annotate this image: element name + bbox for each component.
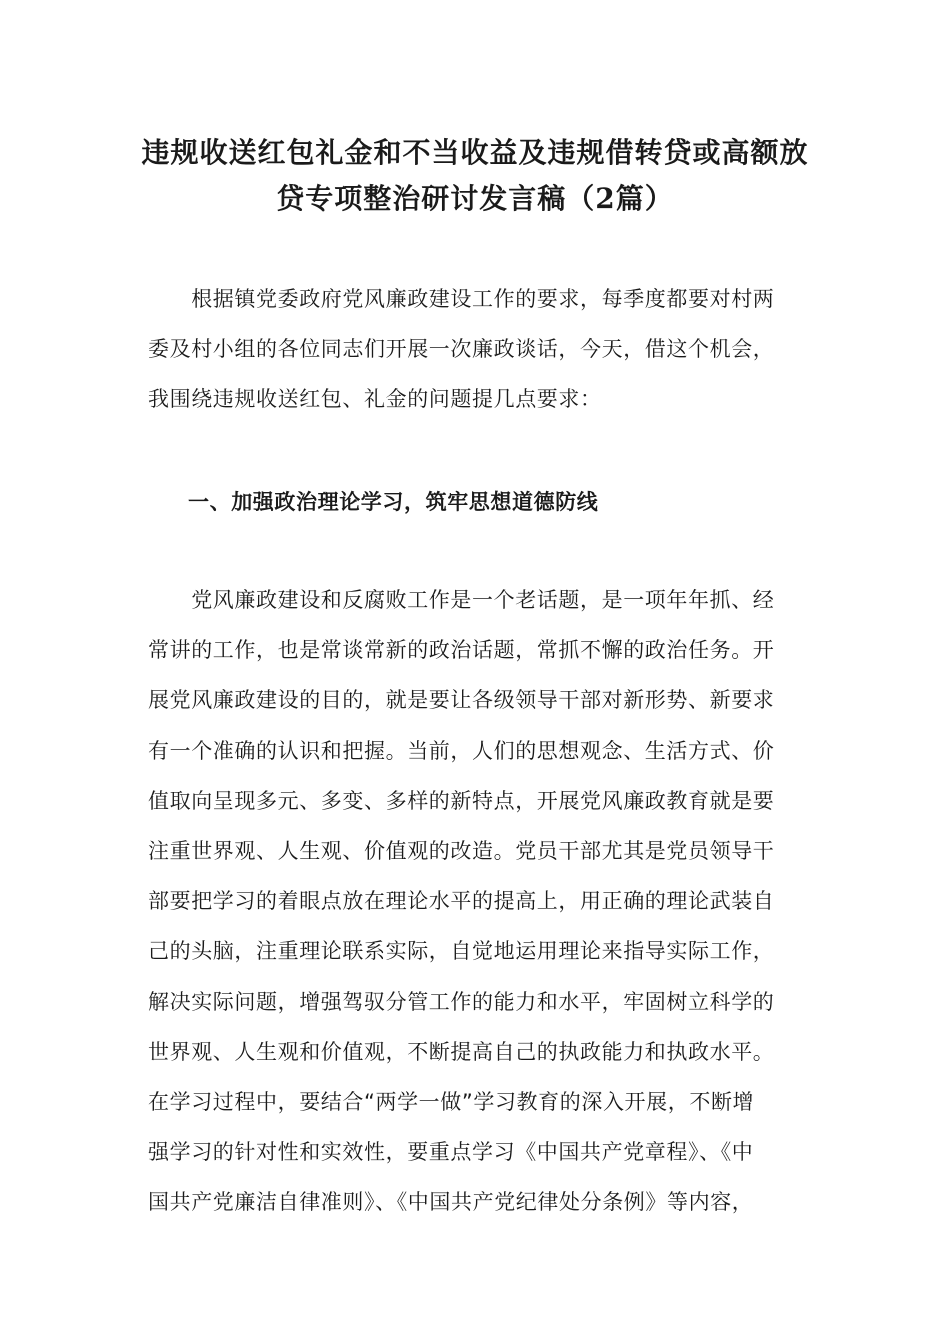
body-line: 值取向呈现多元、多变、多样的新特点，开展党风廉政教育就是要	[148, 788, 775, 813]
body-line: 部要把学习的着眼点放在理论水平的提高上，用正确的理论武装自	[148, 889, 775, 914]
title-line-2: 贷专项整治研讨发言稿（2篇）	[276, 182, 674, 215]
body-line: 己的头脑，注重理论联系实际，自觉地运用理论来指导实际工作，	[148, 939, 775, 964]
body-paragraph	[148, 575, 808, 1228]
body-line: 有一个准确的认识和把握。当前，人们的思想观念、生活方式、价	[148, 738, 775, 763]
body-line: 常讲的工作，也是常谈常新的政治话题，常抓不懈的政治任务。开	[148, 638, 775, 663]
intro-line: 委及村小组的各位同志们开展一次廉政谈话，今天，借这个机会，	[148, 337, 775, 362]
section-heading: 一、加强政治理论学习，筑牢思想道德防线	[188, 490, 599, 514]
intro-line: 我围绕违规收送红包、礼金的问题提几点要求：	[148, 387, 602, 412]
body-line: 解决实际问题，增强驾驭分管工作的能力和水平，牢固树立科学的	[148, 989, 775, 1014]
intro-paragraph	[148, 274, 808, 425]
title-line-1: 违规收送红包礼金和不当收益及违规借转贷或高额放	[141, 136, 809, 169]
document-title	[100, 130, 850, 222]
body-line: 展党风廉政建设的目的，就是要让各级领导干部对新形势、新要求	[148, 688, 775, 713]
body-line: 强学习的针对性和实效性，要重点学习《中国共产党章程》、《中	[148, 1140, 754, 1165]
body-line: 国共产党廉洁自律准则》、《中国共产党纪律处分条例》等内容，	[148, 1190, 754, 1215]
body-line: 注重世界观、人生观、价值观的改造。党员干部尤其是党员领导干	[148, 839, 775, 864]
intro-line: 根据镇党委政府党风廉政建设工作的要求，每季度都要对村两	[148, 287, 775, 311]
body-line: 世界观、人生观和价值观，不断提高自己的执政能力和执政水平。	[148, 1039, 775, 1064]
body-line: 在学习过程中，要结合“两学一做”学习教育的深入开展，不断增	[148, 1090, 755, 1115]
body-line: 党风廉政建设和反腐败工作是一个老话题，是一项年年抓、经	[148, 588, 775, 612]
